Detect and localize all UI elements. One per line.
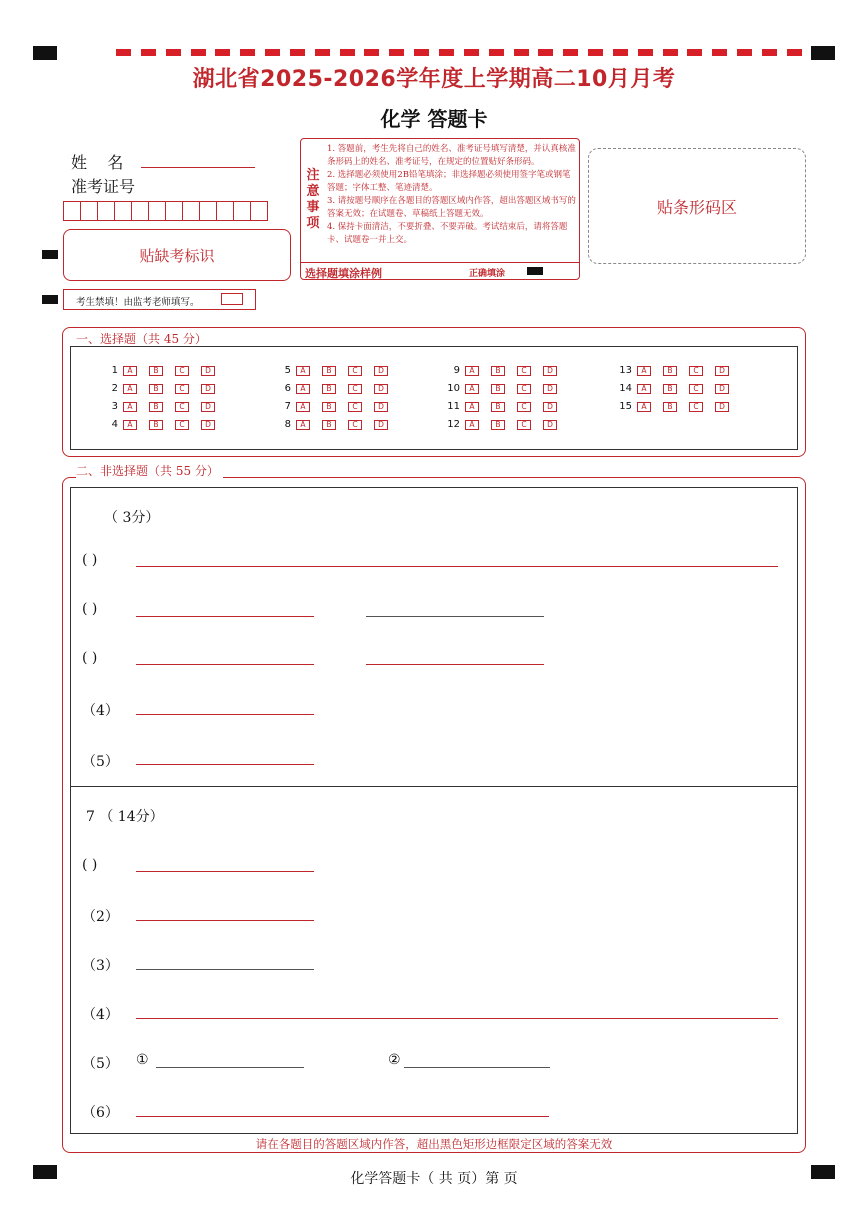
option-bubble-d[interactable]: D: [201, 420, 215, 430]
missing-sticker-label: 贴缺考标识: [139, 246, 215, 265]
question-number: 8: [284, 419, 291, 430]
notice-item: 2. 选择题必须使用2B铅笔填涂；非选择题必须使用签字笔或钢笔答题；字体工整、笔迹清楚。: [327, 170, 571, 193]
option-bubble-a[interactable]: A: [296, 366, 310, 376]
option-bubble-a[interactable]: A: [637, 402, 651, 412]
q17-part-2: （2）: [82, 909, 119, 925]
q17-part-6: （6）: [82, 1105, 119, 1121]
option-bubble-b[interactable]: B: [491, 420, 505, 430]
timing-dash: [762, 49, 777, 56]
id-digit-box[interactable]: [80, 201, 98, 221]
option-bubble-a[interactable]: A: [296, 420, 310, 430]
q16-answer-line-4[interactable]: [136, 714, 314, 715]
option-bubble-b[interactable]: B: [491, 402, 505, 412]
option-bubble-c[interactable]: C: [689, 384, 703, 394]
option-bubble-b[interactable]: B: [149, 384, 163, 394]
id-digit-box[interactable]: [63, 201, 81, 221]
choice-question-14: [618, 383, 741, 394]
option-bubble-b[interactable]: B: [149, 402, 163, 412]
name-field[interactable]: [141, 167, 255, 168]
notice-side-title: [301, 139, 325, 261]
option-bubble-d[interactable]: D: [374, 402, 388, 412]
option-bubble-b[interactable]: B: [491, 366, 505, 376]
option-bubble-a[interactable]: A: [123, 366, 137, 376]
option-bubble-a[interactable]: A: [465, 384, 479, 394]
timing-dash: [315, 49, 330, 56]
option-bubble-a[interactable]: A: [465, 366, 479, 376]
id-digit-box[interactable]: [148, 201, 166, 221]
option-bubble-d[interactable]: D: [201, 402, 215, 412]
q16-part-3: ( ): [82, 650, 98, 666]
choice-question-6: [277, 383, 400, 394]
timing-dash: [290, 49, 305, 56]
timing-dash: [116, 49, 131, 56]
option-bubble-c[interactable]: C: [175, 366, 189, 376]
choice-question-4: [104, 419, 227, 430]
q17-circle-2: ②: [388, 1052, 401, 1068]
q17-circle-1: ①: [136, 1052, 149, 1068]
card-title: 化学 答题卡: [380, 107, 488, 131]
option-bubble-b[interactable]: B: [491, 384, 505, 394]
timing-dash: [414, 49, 429, 56]
choice-question-1: [104, 365, 227, 376]
q17-answer-line-5b[interactable]: [404, 1067, 550, 1068]
choice-section-heading: 一、选择题（共 45 分）: [76, 332, 207, 346]
non-choice-section-heading: 二、非选择题（共 55 分）: [76, 462, 223, 479]
option-bubble-a[interactable]: A: [123, 420, 137, 430]
question-16-frame: [70, 487, 798, 787]
option-bubble-d[interactable]: D: [374, 420, 388, 430]
option-bubble-c[interactable]: C: [175, 384, 189, 394]
q17-answer-line-6[interactable]: [136, 1116, 549, 1117]
option-bubble-b[interactable]: B: [663, 366, 677, 376]
option-bubble-d[interactable]: D: [715, 366, 729, 376]
option-bubble-a[interactable]: A: [123, 384, 137, 394]
q17-part-3: （3）: [82, 958, 119, 974]
side-mark-1: [42, 250, 58, 259]
notice-char: 事: [306, 200, 320, 215]
option-bubble-c[interactable]: C: [517, 366, 531, 376]
notice-char: 意: [306, 184, 320, 199]
timing-dash: [538, 49, 553, 56]
question-number: 7: [284, 401, 291, 412]
timing-dash: [191, 49, 206, 56]
timing-dash: [489, 49, 504, 56]
exam-title: 湖北省2025-2026学年度上学期高二10月月考: [192, 67, 676, 92]
id-digit-box[interactable]: [199, 201, 217, 221]
option-bubble-c[interactable]: C: [175, 402, 189, 412]
id-digit-box[interactable]: [250, 201, 268, 221]
choice-question-8: [277, 419, 400, 430]
question-number: 5: [284, 365, 291, 376]
question-number: 2: [111, 383, 118, 394]
q17-answer-line-1[interactable]: [136, 871, 314, 872]
choice-question-7: [277, 401, 400, 412]
id-label: 准考证号: [71, 177, 136, 196]
option-bubble-d[interactable]: D: [543, 384, 557, 394]
option-bubble-d[interactable]: D: [374, 384, 388, 394]
question-number: 11: [447, 401, 460, 412]
question-number: 10: [447, 383, 460, 394]
q17-part-4: （4）: [82, 1007, 119, 1023]
q17-answer-line-5a[interactable]: [156, 1067, 304, 1068]
notice-items: [327, 143, 577, 247]
timing-dash: [514, 49, 529, 56]
choice-question-10: [446, 383, 569, 394]
choice-question-13: [618, 365, 741, 376]
option-bubble-c[interactable]: C: [175, 420, 189, 430]
option-bubble-a[interactable]: A: [637, 384, 651, 394]
option-bubble-d[interactable]: D: [715, 402, 729, 412]
q16-part-2: ( ): [82, 601, 98, 617]
question-number: 6: [284, 383, 291, 394]
option-bubble-d[interactable]: D: [543, 402, 557, 412]
q17-answer-line-2[interactable]: [136, 920, 314, 921]
id-digit-box[interactable]: [97, 201, 115, 221]
notice-char: 注: [306, 168, 320, 183]
id-digit-box[interactable]: [114, 201, 132, 221]
question-number: 4: [111, 419, 118, 430]
barcode-area: [588, 148, 806, 264]
barcode-label: 贴条形码区: [656, 197, 737, 217]
timing-strip: [116, 49, 802, 56]
proctor-only-box: [63, 289, 256, 310]
option-bubble-d[interactable]: D: [374, 366, 388, 376]
question-number: 3: [111, 401, 118, 412]
choice-question-11: [446, 401, 569, 412]
q17-part-1: ( ): [82, 857, 98, 873]
q17-score: 7 （ 14分）: [86, 809, 164, 825]
option-bubble-c[interactable]: C: [517, 402, 531, 412]
registration-mark-top-right: [811, 46, 835, 60]
id-digit-box[interactable]: [233, 201, 251, 221]
q16-answer-line-3a[interactable]: [136, 664, 314, 665]
choice-question-5: [277, 365, 400, 376]
option-bubble-a[interactable]: A: [465, 402, 479, 412]
boundary-warning: 请在各题目的答题区域内作答，超出黑色矩形边框限定区域的答案无效: [255, 1137, 613, 1151]
option-bubble-b[interactable]: B: [322, 366, 336, 376]
missing-sticker-area: [63, 229, 291, 281]
q16-answer-line-2a[interactable]: [136, 616, 314, 617]
question-number: 9: [453, 365, 460, 376]
option-bubble-a[interactable]: A: [296, 402, 310, 412]
option-bubble-b[interactable]: B: [663, 384, 677, 394]
timing-dash: [687, 49, 702, 56]
question-17-frame: [70, 786, 798, 1134]
id-digit-box[interactable]: [216, 201, 234, 221]
timing-dash: [389, 49, 404, 56]
option-bubble-c[interactable]: C: [689, 402, 703, 412]
option-bubble-b[interactable]: B: [322, 420, 336, 430]
choice-answer-frame: [70, 346, 798, 450]
question-number: 14: [619, 383, 632, 394]
q16-score: （ 3分）: [104, 510, 160, 526]
option-bubble-b[interactable]: B: [322, 384, 336, 394]
option-bubble-d[interactable]: D: [543, 420, 557, 430]
timing-dash: [265, 49, 280, 56]
q16-answer-line-2b[interactable]: [366, 616, 544, 617]
choice-question-9: [446, 365, 569, 376]
notice-char: 项: [306, 216, 320, 231]
option-bubble-b[interactable]: B: [663, 402, 677, 412]
q17-answer-line-3[interactable]: [136, 969, 314, 970]
proctor-check-box[interactable]: [221, 293, 243, 305]
timing-dash: [613, 49, 628, 56]
question-number: 13: [619, 365, 632, 376]
notice-item: 1. 答题前，考生先将自己的姓名、准考证号填写清楚，并认真核准条形码上的姓名、准考证号，在规定的位置贴好条形码。: [327, 144, 576, 167]
option-bubble-b[interactable]: B: [149, 366, 163, 376]
fill-sample-row: [301, 262, 579, 280]
choice-question-12: [446, 419, 569, 430]
name-label: 姓 名: [71, 153, 124, 172]
question-number: 15: [619, 401, 632, 412]
q16-answer-line-1[interactable]: [136, 566, 778, 567]
notice-item: 4. 保持卡面清洁，不要折叠、不要弄破。考试结束后，请将答题卡、试题卷一并上交。: [327, 222, 568, 245]
option-bubble-c[interactable]: C: [348, 420, 362, 430]
timing-dash: [588, 49, 603, 56]
id-digit-box[interactable]: [182, 201, 200, 221]
choice-question-2: [104, 383, 227, 394]
option-bubble-c[interactable]: C: [348, 366, 362, 376]
option-bubble-d[interactable]: D: [715, 384, 729, 394]
correct-fill-label: 正确填涂: [469, 269, 506, 279]
option-bubble-a[interactable]: A: [296, 384, 310, 394]
fill-sample-label: 选择题填涂样例: [305, 267, 382, 280]
timing-dash: [439, 49, 454, 56]
choice-question-3: [104, 401, 227, 412]
q16-part-1: ( ): [82, 552, 98, 568]
side-mark-2: [42, 295, 58, 304]
timing-dash: [663, 49, 678, 56]
timing-dash: [563, 49, 578, 56]
option-bubble-c[interactable]: C: [348, 402, 362, 412]
option-bubble-c[interactable]: C: [517, 384, 531, 394]
q17-answer-line-4[interactable]: [136, 1018, 778, 1019]
notice-panel: [300, 138, 580, 280]
correct-fill-sample: [527, 267, 543, 275]
id-number-boxes[interactable]: [63, 201, 267, 221]
q16-part-4: （4）: [82, 703, 119, 719]
timing-dash: [737, 49, 752, 56]
question-number: 12: [447, 419, 460, 430]
id-digit-box[interactable]: [131, 201, 149, 221]
option-bubble-a[interactable]: A: [637, 366, 651, 376]
option-bubble-a[interactable]: A: [123, 402, 137, 412]
option-bubble-c[interactable]: C: [348, 384, 362, 394]
id-digit-box[interactable]: [165, 201, 183, 221]
q16-part-5: （5）: [82, 754, 119, 770]
timing-dash: [464, 49, 479, 56]
option-bubble-d[interactable]: D: [201, 384, 215, 394]
q17-part-5: （5）: [82, 1056, 119, 1072]
timing-dash: [712, 49, 727, 56]
timing-dash: [166, 49, 181, 56]
question-number: 1: [111, 365, 118, 376]
option-bubble-b[interactable]: B: [149, 420, 163, 430]
q16-answer-line-5[interactable]: [136, 764, 314, 765]
timing-dash: [141, 49, 156, 56]
timing-dash: [364, 49, 379, 56]
registration-mark-top-left: [33, 46, 57, 60]
option-bubble-b[interactable]: B: [322, 402, 336, 412]
option-bubble-c[interactable]: C: [689, 366, 703, 376]
notice-item: 3. 请按题号顺序在各题目的答题区域内作答，超出答题区域书写的答案无效；在试题卷、草稿纸上答题无效。: [327, 196, 576, 219]
proctor-only-text: 考生禁填！由监考老师填写。: [76, 297, 200, 308]
option-bubble-d[interactable]: D: [543, 366, 557, 376]
q16-answer-line-3b[interactable]: [366, 664, 544, 665]
option-bubble-a[interactable]: A: [465, 420, 479, 430]
option-bubble-c[interactable]: C: [517, 420, 531, 430]
timing-dash: [340, 49, 355, 56]
choice-question-15: [618, 401, 741, 412]
page-footer: 化学答题卡（ 共 页）第 页: [350, 1171, 518, 1187]
timing-dash: [215, 49, 230, 56]
option-bubble-d[interactable]: D: [201, 366, 215, 376]
timing-dash: [638, 49, 653, 56]
timing-dash: [240, 49, 255, 56]
timing-dash: [787, 49, 802, 56]
